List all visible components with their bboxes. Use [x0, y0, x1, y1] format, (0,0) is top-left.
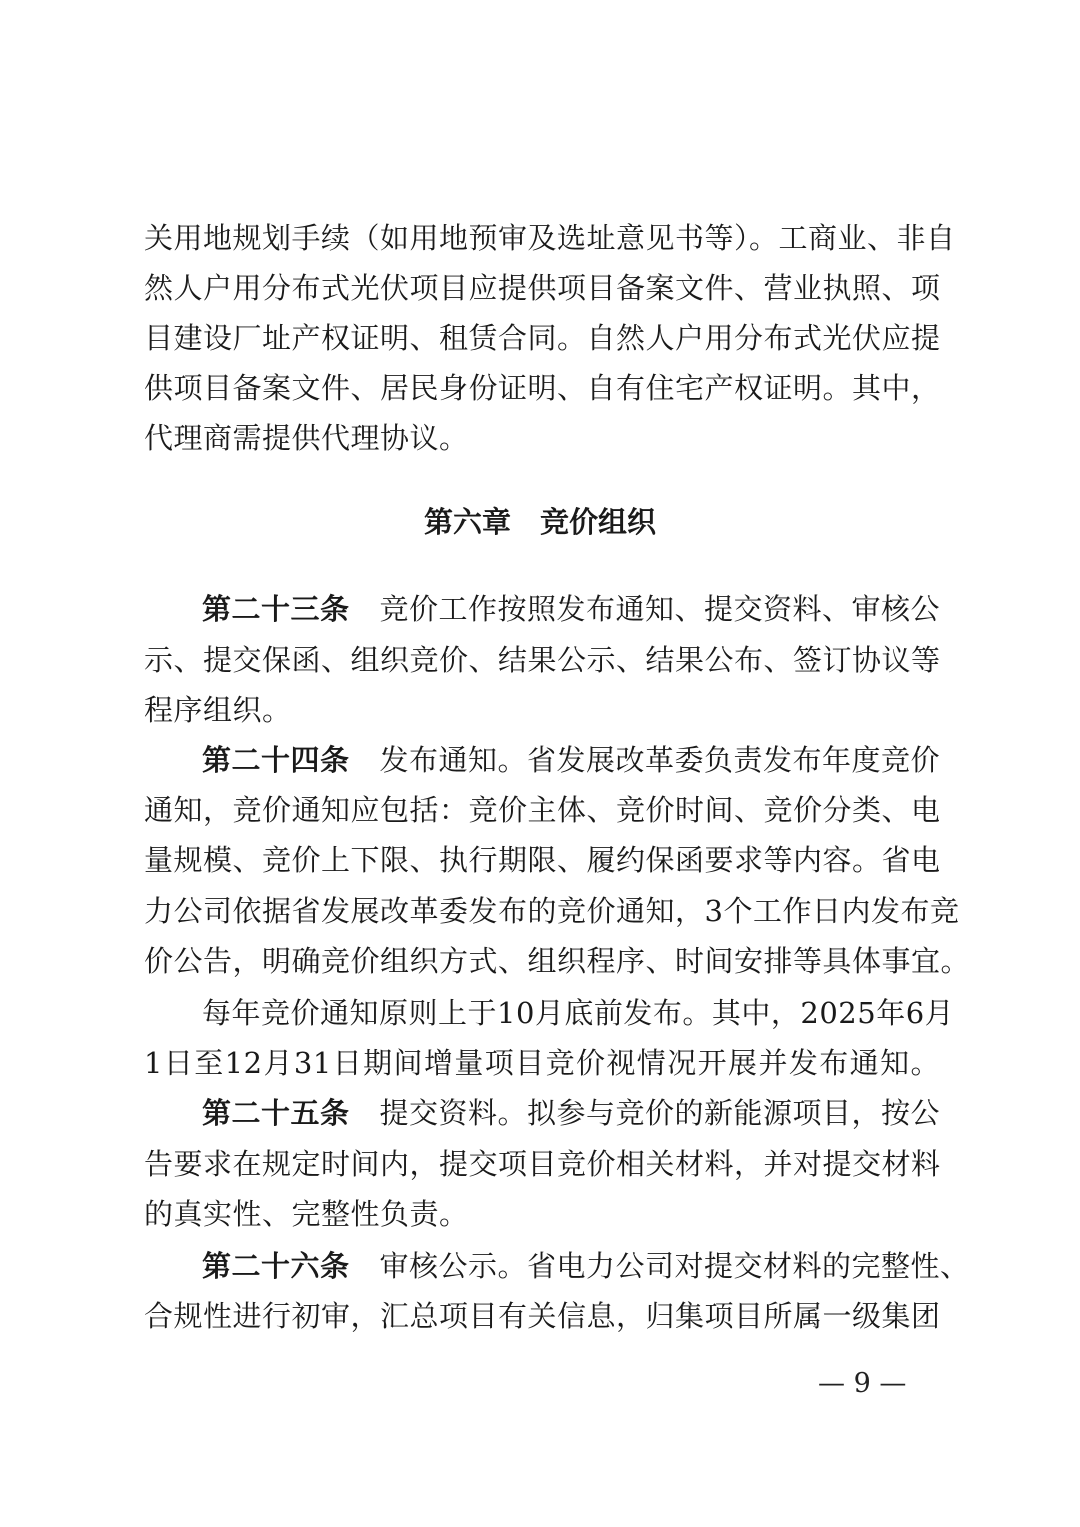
article-text: 竞价工作按照发布通知、提交资料、审核公 — [379, 592, 941, 626]
text-line: 关用地规划手续（如用地预审及选址意见书等）。工商业、非自 — [144, 221, 956, 255]
text-line: 告要求在规定时间内，提交项目竞价相关材料，并对提交材料 — [144, 1147, 941, 1181]
text-line: 通知，竞价通知应包括：竞价主体、竞价时间、竞价分类、电 — [144, 793, 941, 827]
article-label: 第二十三条 — [202, 592, 350, 626]
page-number: — 9 — — [818, 1368, 907, 1399]
text-line: 代理商需提供代理协议。 — [144, 421, 469, 455]
text-line: 的真实性、完整性负责。 — [144, 1197, 469, 1231]
text-line: 力公司依据省发展改革委发布的竞价通知，3个工作日内发布竞 — [144, 894, 960, 928]
article-first-line — [202, 735, 940, 785]
text-line: 然人户用分布式光伏项目应提供项目备案文件、营业执照、项 — [144, 271, 941, 305]
text-line: 供项目备案文件、居民身份证明、自有住宅产权证明。其中， — [144, 371, 941, 405]
text-line: 每年竞价通知原则上于10月底前发布。其中，2025年6月 — [202, 996, 955, 1030]
text-line: 程序组织。 — [144, 693, 292, 727]
text-line: 量规模、竞价上下限、执行期限、履约保函要求等内容。省电 — [144, 843, 941, 877]
text-line: 1日至12月31日期间增量项目竞价视情况开展并发布通知。 — [144, 1046, 940, 1080]
article-label: 第二十四条 — [202, 743, 350, 777]
article-first-line — [202, 584, 940, 634]
article-text: 发布通知。省发展改革委负责发布年度竞价 — [379, 743, 941, 777]
article-text: 审核公示。省电力公司对提交材料的完整性、 — [379, 1249, 970, 1283]
article-label: 第二十六条 — [202, 1249, 350, 1283]
article-label: 第二十五条 — [202, 1096, 350, 1130]
chapter-title: 第六章 竞价组织 — [423, 505, 656, 539]
article-first-line — [202, 1088, 940, 1138]
text-line: 目建设厂址产权证明、租赁合同。自然人户用分布式光伏应提 — [144, 321, 941, 355]
text-line: 合规性进行初审，汇总项目有关信息，归集项目所属一级集团 — [144, 1299, 941, 1333]
article-text: 提交资料。拟参与竞价的新能源项目，按公 — [379, 1096, 941, 1130]
text-line: 示、提交保函、组织竞价、结果公示、结果公布、签订协议等 — [144, 643, 941, 677]
text-line: 价公告，明确竞价组织方式、组织程序、时间安排等具体事宜。 — [144, 944, 971, 978]
article-first-line — [202, 1241, 970, 1291]
